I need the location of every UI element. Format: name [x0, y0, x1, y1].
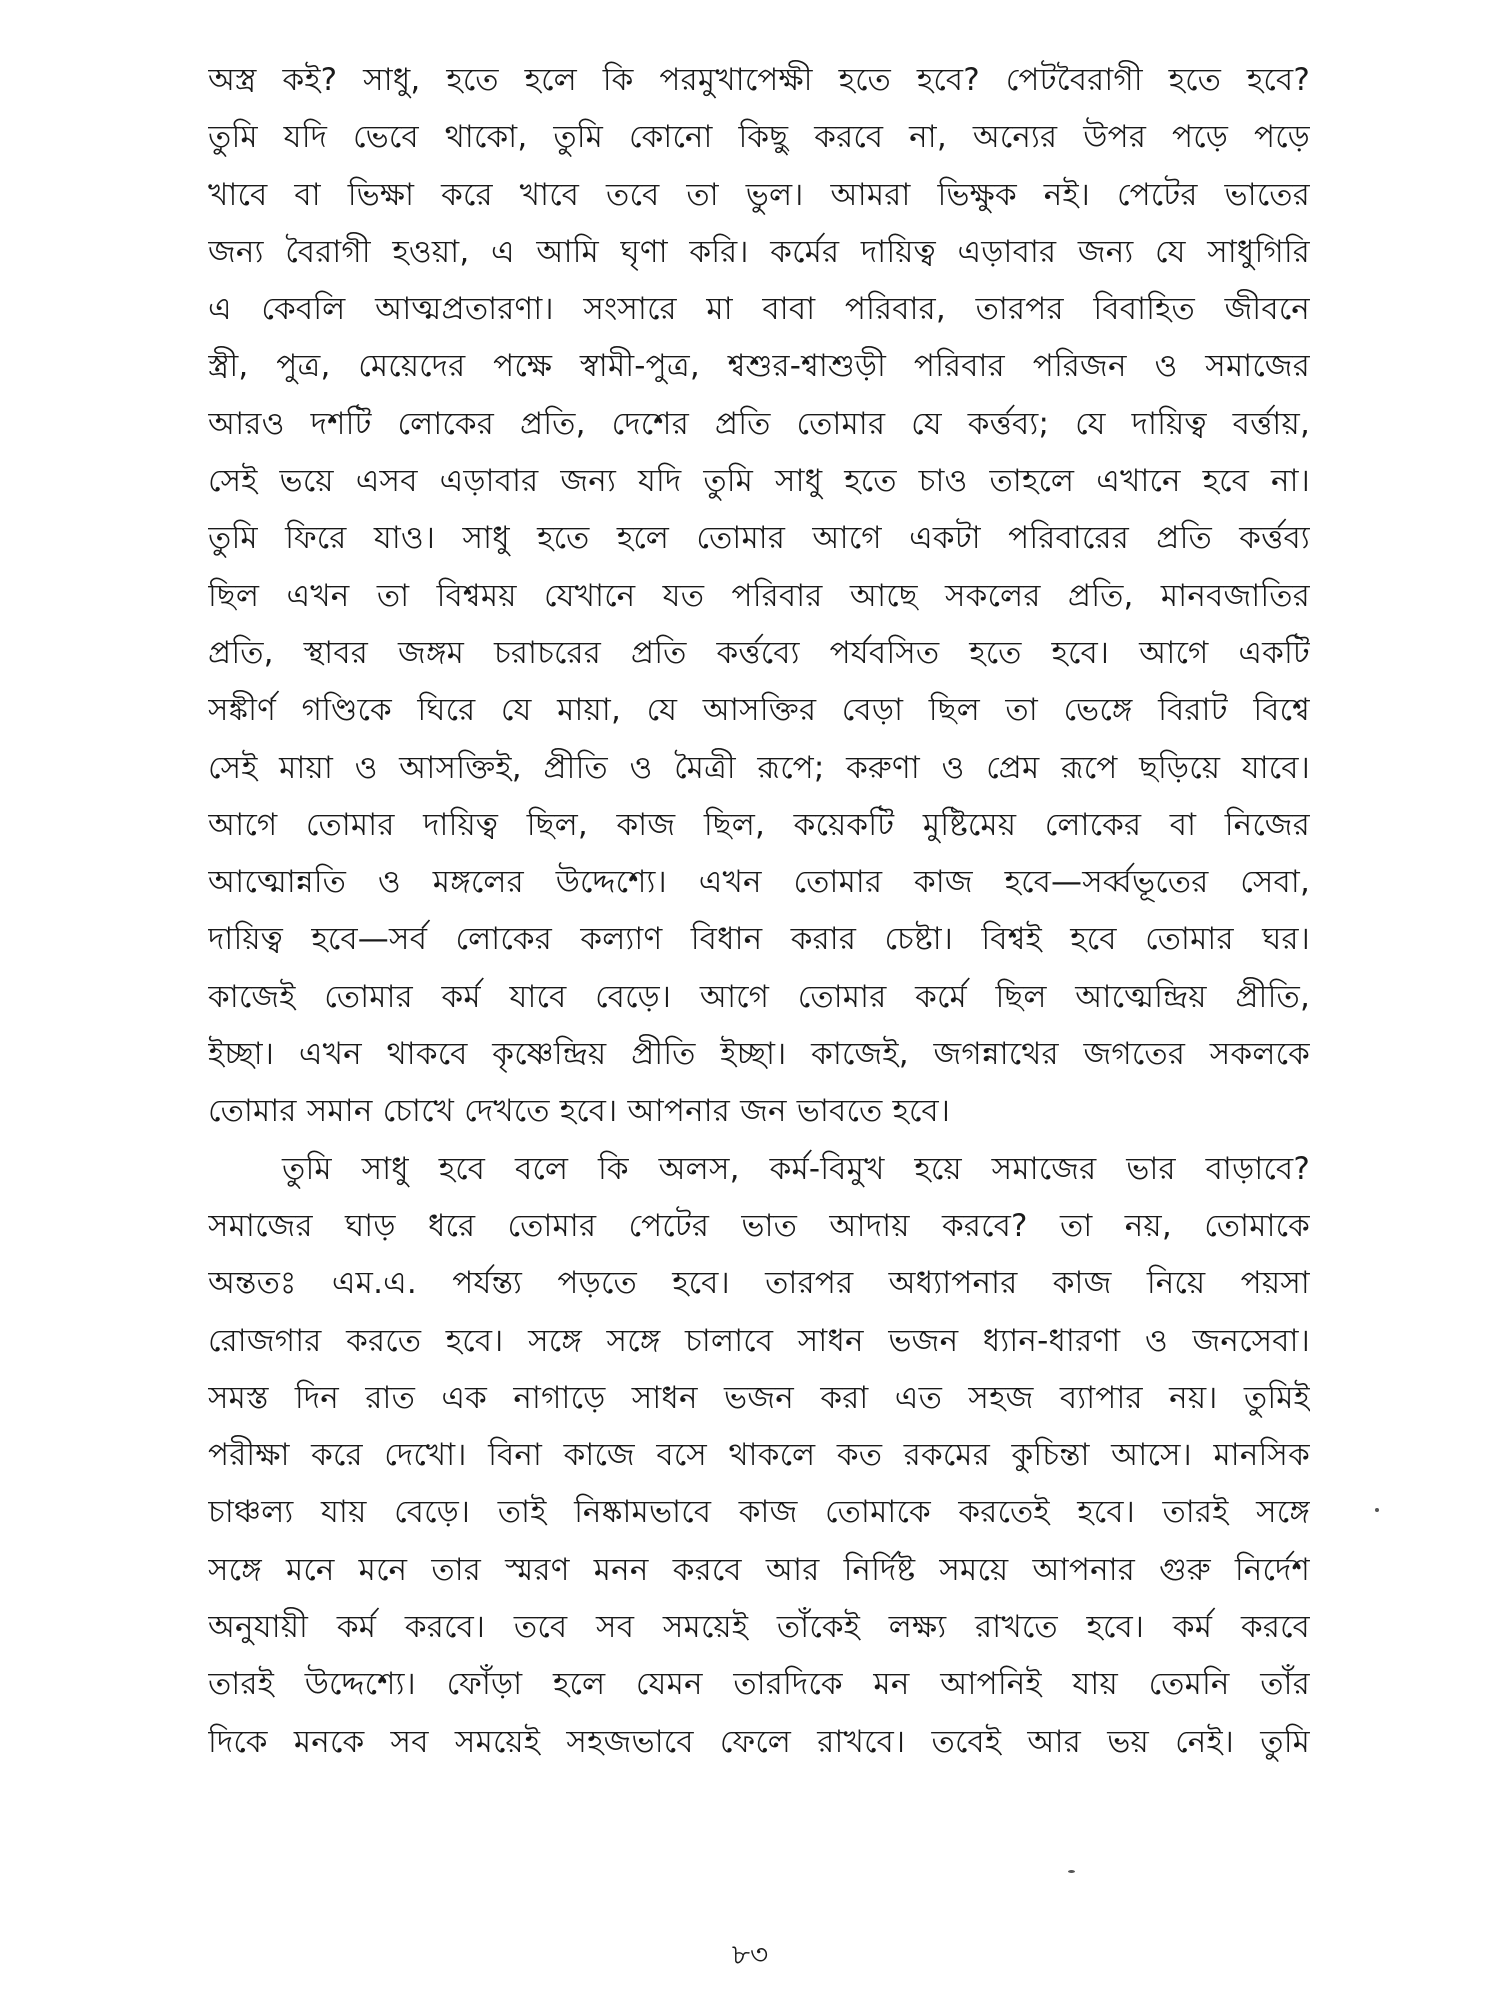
text-line: জন্য বৈরাগী হওয়া, এ আমি ঘৃণা করি। কর্মের দায়িত্ব এড়াবার জন্য যে সাধুগিরি: [208, 233, 1310, 270]
text-line: আরও দশটি লোকের প্রতি, দেশের প্রতি তোমার যে কর্ত্তব্য; যে দায়িত্ব বর্ত্তায়,: [208, 405, 1310, 442]
text-line: প্রতি, স্থাবর জঙ্গম চরাচরের প্রতি কর্ত্তব্যে পর্যবসিত হতে হবে। আগে একটি: [208, 634, 1310, 671]
text-line: সঙ্কীর্ণ গণ্ডিকে ঘিরে যে মায়া, যে আসক্তির বেড়া ছিল তা ভেঙ্গে বিরাট বিশ্বে: [208, 692, 1310, 729]
text-line: কাজেই তোমার কর্ম যাবে বেড়ে। আগে তোমার কর্মে ছিল আত্মেন্দ্রিয় প্রীতি,: [208, 978, 1310, 1015]
paragraph-start-line: তুমি সাধু হবে বলে কি অলস, কর্ম-বিমুখ হয়ে সমাজের ভার বাড়াবে?: [282, 1150, 1310, 1187]
text-line: অন্ততঃ এম.এ. পর্যন্ত্য পড়তে হবে। তারপর অধ্যাপনার কাজ নিয়ে পয়সা: [208, 1265, 1310, 1302]
text-line: চাঞ্চল্য যায় বেড়ে। তাই নিষ্কামভাবে কাজ তোমাকে করতেই হবে। তারই সঙ্গে: [208, 1494, 1310, 1531]
body-text: [208, 52, 1310, 1771]
text-line: সমস্ত দিন রাত এক নাগাড়ে সাধন ভজন করা এত সহজ ব্যাপার নয়। তুমিই: [208, 1379, 1310, 1416]
text-line: সেই মায়া ও আসক্তিই, প্রীতি ও মৈত্রী রূপে; করুণা ও প্রেম রূপে ছড়িয়ে যাবে।: [208, 749, 1310, 786]
paragraph-end-line: তোমার সমান চোখে দেখতে হবে। আপনার জন ভাবতে হবে।: [208, 1093, 951, 1130]
text-line: ছিল এখন তা বিশ্বময় যেখানে যত পরিবার আছে সকলের প্রতি, মানবজাতির: [208, 577, 1310, 614]
print-speck: [1375, 1508, 1379, 1512]
text-line: তারই উদ্দেশ্যে। ফোঁড়া হলে যেমন তারদিকে মন আপনিই যায় তেমনি তাঁর: [208, 1666, 1310, 1703]
text-line: অস্ত্র কই? সাধু, হতে হলে কি পরমুখাপেক্ষী হতে হবে? পেটবৈরাগী হতে হবে?: [208, 62, 1310, 98]
print-speck: [1068, 1870, 1075, 1873]
text-line: খাবে বা ভিক্ষা করে খাবে তবে তা ভুল। আমরা ভিক্ষুক নই। পেটের ভাতের: [208, 176, 1310, 213]
text-line: সঙ্গে মনে মনে তার স্মরণ মনন করবে আর নির্দিষ্ট সময়ে আপনার গুরু নির্দেশ: [208, 1551, 1310, 1588]
text-line: সেই ভয়ে এসব এড়াবার জন্য যদি তুমি সাধু হতে চাও তাহলে এখানে হবে না।: [208, 463, 1310, 500]
text-line: দিকে মনকে সব সময়েই সহজভাবে ফেলে রাখবে। তবেই আর ভয় নেই। তুমি: [208, 1723, 1310, 1760]
text-line: রোজগার করতে হবে। সঙ্গে সঙ্গে চালাবে সাধন ভজন ধ্যান-ধারণা ও জনসেবা।: [208, 1322, 1310, 1359]
text-line: তুমি যদি ভেবে থাকো, তুমি কোনো কিছু করবে না, অন্যের উপর পড়ে পড়ে: [208, 119, 1310, 156]
text-line: তুমি ফিরে যাও। সাধু হতে হলে তোমার আগে একটা পরিবারের প্রতি কর্ত্তব্য: [208, 520, 1310, 557]
text-line: এ কেবলি আত্মপ্রতারণা। সংসারে মা বাবা পরিবার, তারপর বিবাহিত জীবনে: [208, 291, 1310, 328]
text-line: ইচ্ছা। এখন থাকবে কৃষ্ণেন্দ্রিয় প্রীতি ইচ্ছা। কাজেই, জগন্নাথের জগতের সকলকে: [208, 1036, 1310, 1073]
text-line: স্ত্রী, পুত্র, মেয়েদের পক্ষে স্বামী-পুত্র, শ্বশুর-শ্বাশুড়ী পরিবার পরিজন ও সমাজের: [208, 348, 1310, 385]
text-line: অনুযায়ী কর্ম করবে। তবে সব সময়েই তাঁকেই লক্ষ্য রাখতে হবে। কর্ম করবে: [208, 1609, 1310, 1646]
text-line: আগে তোমার দায়িত্ব ছিল, কাজ ছিল, কয়েকটি মুষ্টিমেয় লোকের বা নিজের: [208, 806, 1310, 843]
text-line: দায়িত্ব হবে—সর্ব লোকের কল্যাণ বিধান করার চেষ্টা। বিশ্বই হবে তোমার ঘর।: [208, 921, 1310, 958]
text-line: পরীক্ষা করে দেখো। বিনা কাজে বসে থাকলে কত রকমের কুচিন্তা আসে। মানসিক: [208, 1437, 1310, 1474]
text-line: আত্মোন্নতি ও মঙ্গলের উদ্দেশ্যে। এখন তোমার কাজ হবে—সর্ব্বভূতের সেবা,: [208, 864, 1310, 901]
text-line: সমাজের ঘাড় ধরে তোমার পেটের ভাত আদায় করবে? তা নয়, তোমাকে: [208, 1207, 1310, 1244]
page-number: ৮৩: [731, 1938, 769, 1971]
